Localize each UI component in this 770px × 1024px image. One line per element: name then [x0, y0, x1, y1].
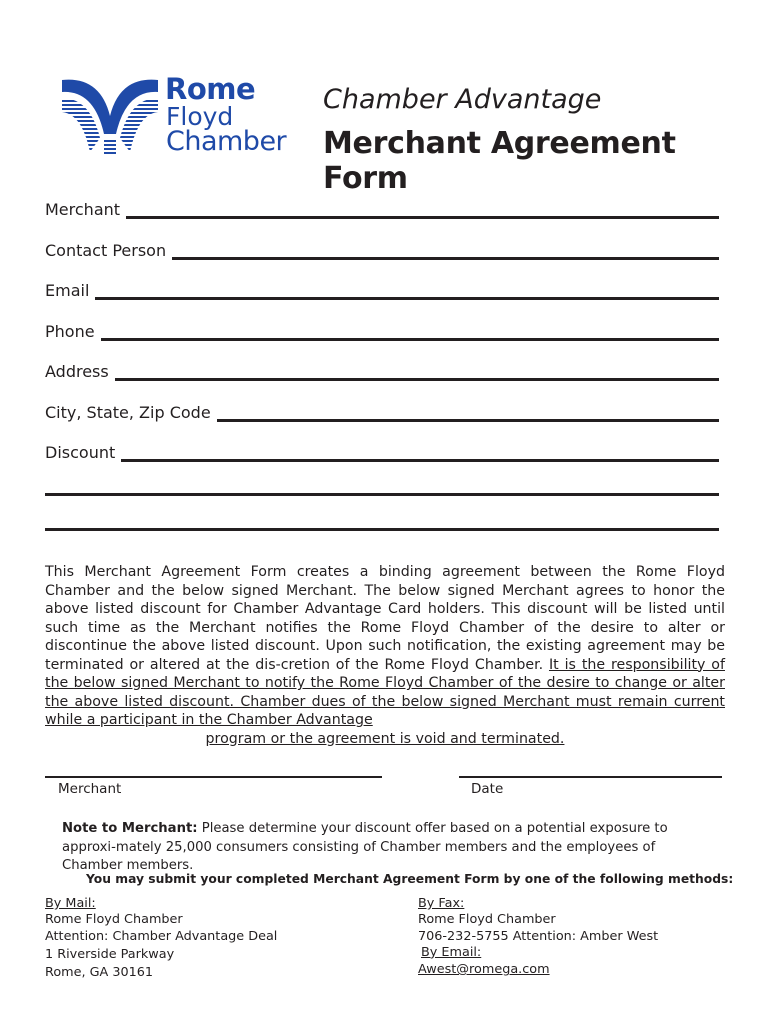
fax-heading: By Fax:: [418, 896, 465, 911]
phone-field[interactable]: [45, 318, 719, 342]
agreement-responsibility-text: It is the responsibility of the below signed Merchant to notify the Rome Floyd Chamber of the desire to change or alter the above listed discount. Chamber dues of the below signed Merchant must remain current while a participant in the Chamber Advantage: [45, 656, 725, 728]
discount-label: Discount: [45, 443, 116, 462]
fax-column: [418, 896, 658, 978]
merchant-signature-line[interactable]: [45, 776, 382, 778]
contact-person-field[interactable]: [45, 237, 719, 261]
chamber-logo-icon: [60, 76, 160, 156]
contact-person-label: Contact Person: [45, 241, 167, 260]
email-field[interactable]: [45, 277, 719, 301]
fax-line-2: 706-232-5755 Attention: Amber West: [418, 928, 659, 944]
agreement-text: This Merchant Agreement Form creates a binding agreement between the Rome Floyd Chamber and the below signed Merchant. The below signed Merchant agrees to honor the above listed discount for Chamber Advantage Card holders. This discount will be listed until such time as the Merchant notifies the Rome Floyd Chamber of the desire to alter or discontinue the above listed discount. Upon such notification, the existing agreement may be terminated or altered at the dis-cretion of the Rome Floyd Chamber.: [45, 564, 725, 673]
page-subtitle: Chamber Advantage: [323, 84, 602, 115]
address-label: Address: [45, 362, 109, 381]
fax-line-1: Rome Floyd Chamber: [418, 912, 556, 928]
logo-text-chamber: Chamber: [166, 126, 287, 157]
city-state-zip-field[interactable]: [45, 399, 719, 423]
agreement-paragraph: [45, 563, 725, 748]
note-label: Note to Merchant:: [62, 821, 198, 836]
discount-field[interactable]: [45, 439, 719, 463]
merchant-label: Merchant: [45, 200, 121, 219]
email-link[interactable]: Awest@romega.com: [418, 962, 550, 978]
city-state-zip-input-line[interactable]: [217, 419, 719, 422]
merchant-signature-label: Merchant: [58, 781, 122, 797]
note-text: Please determine your discount offer based on a potential exposure to approxi-mately 25,000 consumers consisting of Chamber members and the employees of Chamber members.: [62, 821, 668, 873]
merchant-field[interactable]: [45, 196, 719, 220]
phone-label: Phone: [45, 322, 95, 341]
logo-text-rome: Rome: [165, 72, 256, 106]
page-title: Merchant Agreement Form: [323, 126, 676, 196]
mail-line-4: Rome, GA 30161: [45, 965, 154, 981]
agreement-final-line: program or the agreement is void and terminated.: [205, 730, 565, 747]
email-heading: By Email:: [421, 944, 482, 960]
email-input-line[interactable]: [95, 297, 719, 300]
address-field[interactable]: [45, 358, 719, 382]
discount-input-line-3[interactable]: [45, 528, 719, 531]
contact-person-input-line[interactable]: [172, 257, 719, 260]
note-to-merchant: [62, 820, 712, 876]
mail-line-1: Rome Floyd Chamber: [45, 912, 183, 928]
mail-line-2: Attention: Chamber Advantage Deal: [45, 928, 278, 944]
date-signature-line[interactable]: [459, 776, 722, 778]
mail-column: [45, 896, 277, 981]
city-state-zip-label: City, State, Zip Code: [45, 403, 211, 422]
mail-line-3: 1 Riverside Parkway: [45, 946, 175, 962]
phone-input-line[interactable]: [101, 338, 719, 341]
submit-instructions: You may submit your completed Merchant Agreement Form by one of the following methods:: [86, 872, 734, 886]
mail-heading: By Mail:: [45, 896, 96, 911]
merchant-input-line[interactable]: [126, 216, 719, 219]
discount-input-line[interactable]: [121, 459, 719, 462]
date-signature-label: Date: [471, 781, 504, 797]
discount-input-line-2[interactable]: [45, 493, 719, 496]
logo-text-floyd: Floyd: [166, 102, 234, 131]
email-label: Email: [45, 281, 90, 300]
address-input-line[interactable]: [115, 378, 719, 381]
